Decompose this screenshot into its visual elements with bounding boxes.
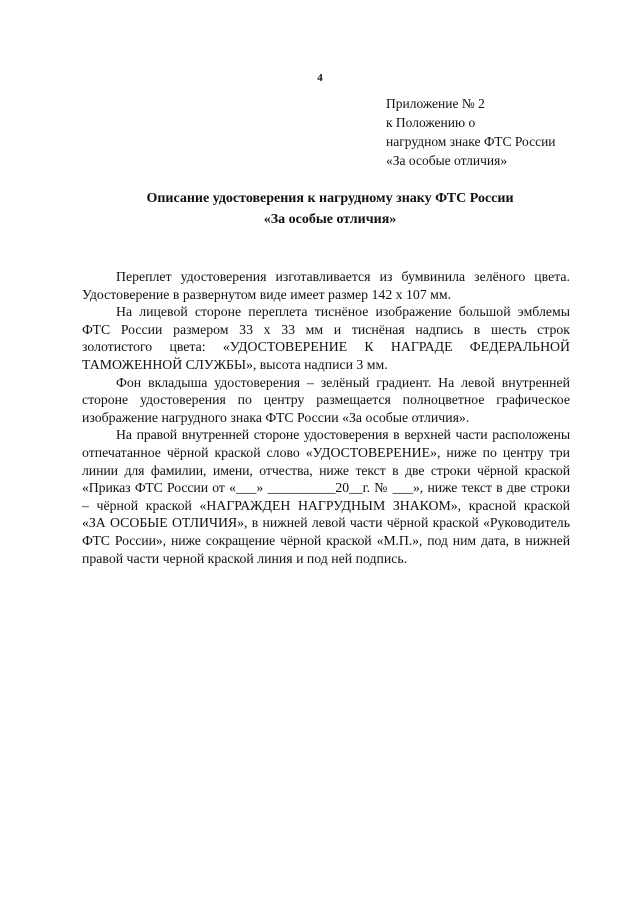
appendix-line: к Положению о [386, 115, 476, 130]
text-line: На лицевой стороне переплета тиснёное изображение большой эмблемы [116, 304, 570, 320]
text-line: Переплет удостоверения изготавливается из бумвинила зелёного цвета. [116, 269, 570, 284]
text-line: отпечатанное чёрной краской слово «УДОСТОВЕРЕНИЕ», ниже по центру три [82, 444, 570, 460]
text-line: «ЗА ОСОБЫЕ ОТЛИЧИЯ», в нижней левой части чёрной краской «Руководитель [82, 515, 570, 531]
appendix-line: Приложение № 2 [386, 96, 485, 111]
text-line: изображение нагрудного знака ФТС России «За особые отличия». [82, 409, 470, 425]
text-line: «Приказ ФТС России от «___» __________20__г. № ___», ниже текст в две строки [82, 480, 570, 496]
paragraph-2 [82, 303, 570, 373]
text-line: ТАМОЖЕННОЙ СЛУЖБЫ», высота надписи 3 мм. [82, 356, 388, 372]
title-line: «За особые отличия» [263, 212, 397, 227]
text-line: Удостоверение в развернутом виде имеет размер 142 х 107 мм. [82, 286, 452, 302]
appendix-line: «За особые отличия» [386, 153, 508, 168]
paragraph-4 [82, 426, 570, 567]
text-line: линии для фамилии, имени, отчества, ниже текст в две строки чёрной краской [82, 462, 570, 478]
text-line: золотистого цвета: «УДОСТОВЕРЕНИЕ К НАГРАДЕ ФЕДЕРАЛЬНОЙ [82, 339, 570, 355]
appendix-reference [386, 94, 556, 170]
text-line: ФТС России», ниже сокращение чёрной краской «М.П.», под ним дата, в нижней [82, 532, 570, 548]
paragraph-3 [82, 374, 570, 427]
page-number: 4 [317, 72, 323, 84]
text-line: – чёрной краской «НАГРАЖДЕН НАГРУДНЫМ ЗНАКОМ», красной краской [82, 497, 570, 513]
text-line: стороне удостоверения по центру размещается полноцветное графическое [82, 392, 570, 408]
paragraph-1 [82, 268, 570, 303]
document-title [0, 188, 640, 230]
text-line: правой части черной краской линия и под ней подпись. [82, 550, 408, 566]
document-body [82, 268, 570, 567]
title-line: Описание удостоверения к нагрудному знаку ФТС России [146, 191, 514, 206]
text-line: На правой внутренней стороне удостоверения в верхней части расположены [116, 427, 570, 443]
text-line: Фон вкладыша удостоверения – зелёный градиент. На левой внутренней [116, 374, 570, 390]
text-line: ФТС России размером 33 х 33 мм и тиснёная надпись в шесть строк [82, 321, 570, 337]
appendix-line: нагрудном знаке ФТС России [386, 134, 556, 149]
